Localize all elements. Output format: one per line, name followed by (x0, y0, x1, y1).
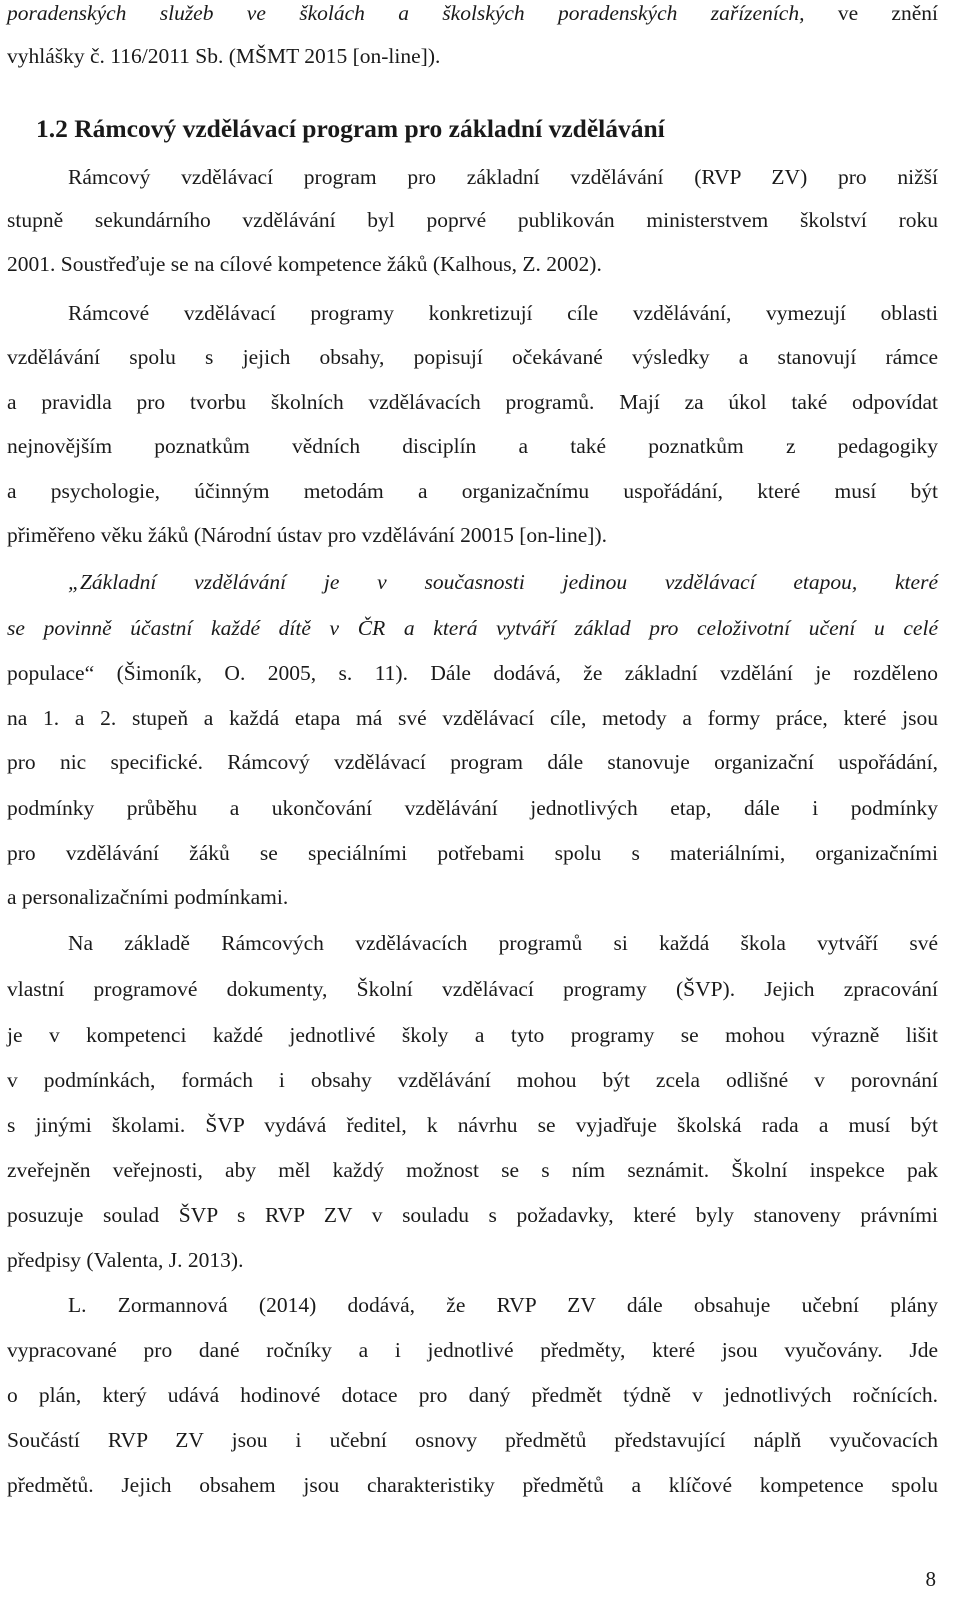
p4-line: zveřejněn veřejnosti, aby měl každý možnost se s ním seznámit. Školní inspekce pak (7, 1158, 938, 1182)
p3-line: na 1. a 2. stupeň a každá etapa má své vzdělávací cíle, metody a formy práce, které jsou (7, 706, 938, 730)
intro-line-1: poradenských služeb ve školách a školských poradenských zařízeních, ve znění (7, 1, 938, 25)
p2-line: vzdělávání spolu s jejich obsahy, popisují očekávané výsledky a stanovují rámce (7, 345, 938, 369)
p5-line: L. Zormannová (2014) dodává, že RVP ZV dále obsahuje učební plány (68, 1293, 938, 1317)
p2-line: a psychologie, účinným metodám a organizačnímu uspořádání, které musí být (7, 479, 938, 503)
intro-line-2: vyhlášky č. 116/2011 Sb. (MŠMT 2015 [on-line]). (7, 44, 441, 68)
p3-line: pro vzdělávání žáků se speciálními potřebami spolu s materiálními, organizačními (7, 841, 938, 865)
p4-line: s jinými školami. ŠVP vydává ředitel, k návrhu se vyjadřuje školská rada a musí být (7, 1113, 938, 1137)
p5-line: Součástí RVP ZV jsou i učební osnovy předmětů představující náplň vyučovacích (7, 1428, 938, 1452)
p1-line: Rámcový vzdělávací program pro základní vzdělávání (RVP ZV) pro nižší (68, 165, 938, 189)
p2-line: a pravidla pro tvorbu školních vzdělávacích programů. Mají za úkol také odpovídat (7, 390, 938, 414)
p2-line: nejnovějším poznatkům vědních disciplín a také poznatkům z pedagogiky (7, 434, 938, 458)
p3-line: podmínky průběhu a ukončování vzdělávání jednotlivých etap, dále i podmínky (7, 796, 938, 820)
section-heading: 1.2 Rámcový vzdělávací program pro základní vzdělávání (36, 114, 665, 143)
p2-line: přiměřeno věku žáků (Národní ústav pro vzdělávání 20015 [on-line]). (7, 523, 608, 547)
p2-line: Rámcové vzdělávací programy konkretizují cíle vzdělávání, vymezují oblasti (68, 301, 938, 325)
p3-line: populace“ (Šimoník, O. 2005, s. 11). Dále dodává, že základní vzdělání je rozděleno (7, 661, 939, 685)
p5-line: o plán, který udává hodinové dotace pro daný předmět týdně v jednotlivých ročnících. (7, 1383, 938, 1407)
p3-line: a personalizačními podmínkami. (7, 885, 289, 909)
p4-line: vlastní programové dokumenty, Školní vzdělávací programy (ŠVP). Jejich zpracování (7, 977, 938, 1001)
p3-quote-line: se povinně účastní každé dítě v ČR a která vytváří základ pro celoživotní učení u celé (7, 616, 938, 640)
p3-line: pro nic specifické. Rámcový vzdělávací program dále stanovuje organizační uspořádání, (7, 750, 938, 774)
p4-line: předpisy (Valenta, J. 2013). (7, 1248, 244, 1272)
p4-line: Na základě Rámcových vzdělávacích programů si každá škola vytváří své (68, 931, 938, 955)
p4-line: v podmínkách, formách i obsahy vzdělávání mohou být zcela odlišné v porovnání (7, 1068, 938, 1092)
p1-line: stupně sekundárního vzdělávání byl poprvé publikován ministerstvem školství roku (7, 208, 938, 232)
p3-quote-line: „Základní vzdělávání je v současnosti jedinou vzdělávací etapou, které (68, 570, 938, 594)
p4-line: posuzuje soulad ŠVP s RVP ZV v souladu s požadavky, které byly stanoveny právními (7, 1203, 938, 1227)
p5-line: vypracované pro dané ročníky a i jednotlivé předměty, které jsou vyučovány. Jde (7, 1338, 938, 1362)
p5-line: předmětů. Jejich obsahem jsou charakteristiky předmětů a klíčové kompetence spolu (7, 1473, 938, 1497)
page-number: 8 (925, 1567, 936, 1591)
p1-line: 2001. Soustřeďuje se na cílové kompetence žáků (Kalhous, Z. 2002). (7, 252, 602, 276)
p4-line: je v kompetenci každé jednotlivé školy a tyto programy se mohou výrazně lišit (7, 1023, 938, 1047)
